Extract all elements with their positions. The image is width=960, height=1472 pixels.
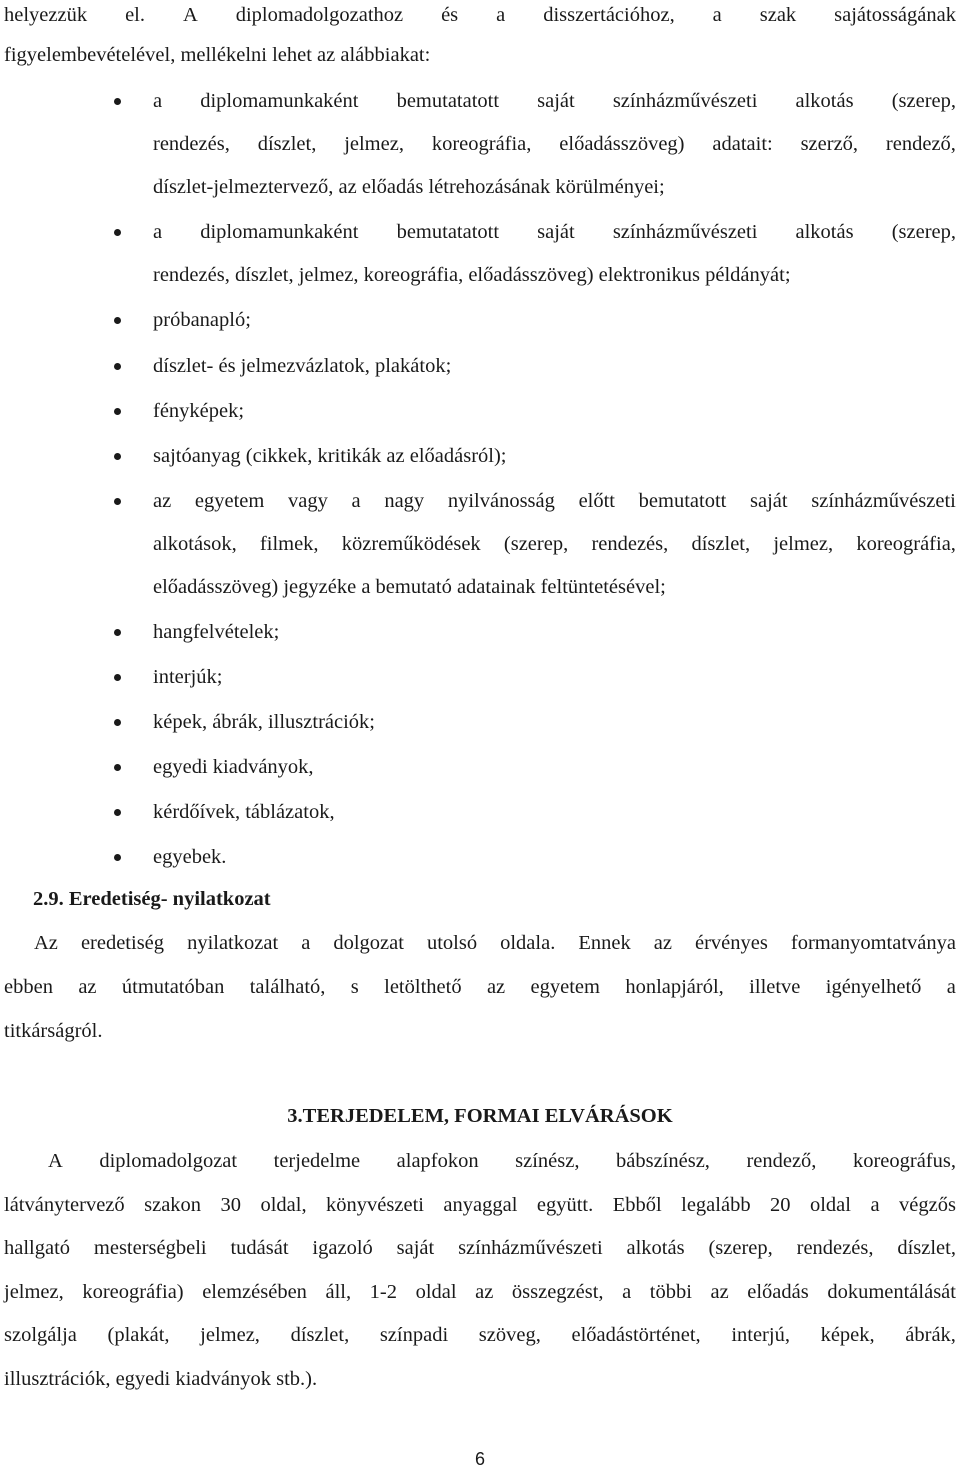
word: ebben [4, 976, 53, 998]
word: a [351, 490, 361, 512]
word: disszertációhoz, [543, 4, 675, 26]
word: koreográfia) [82, 1281, 184, 1303]
list-item-line [153, 129, 956, 159]
word: alapfokon [396, 1150, 479, 1172]
word: képek, [820, 1324, 875, 1346]
bullet-icon [114, 317, 121, 324]
word: oldal, [260, 1194, 307, 1216]
word: adatait: [712, 133, 773, 155]
bullet-icon [114, 854, 121, 861]
word: útmutatóban [121, 976, 225, 998]
word: színész, [515, 1150, 580, 1172]
chapter-heading: 3.TERJEDELEM, FORMAI ELVÁRÁSOK [287, 1105, 673, 1127]
word: formanyomtatványa [790, 932, 956, 954]
word: (szerep, [708, 1237, 773, 1259]
word: illetve [749, 976, 801, 998]
word: nagy [384, 490, 425, 512]
bullet-icon [114, 764, 121, 771]
bullet-icon [114, 629, 121, 636]
word: rendezés, [153, 133, 230, 155]
word: Ennek [578, 932, 631, 954]
list-item-line [153, 217, 956, 247]
word: el. [125, 4, 145, 26]
word: és [441, 4, 459, 26]
word: szerző, [800, 133, 859, 155]
list-item-line: rendezés, díszlet, jelmez, koreográfia, előadásszöveg) elektronikus példányát; [153, 264, 791, 286]
intro-line-1 [4, 0, 956, 30]
word: bábszínész, [616, 1150, 710, 1172]
word: diplomamunkaként [200, 221, 359, 243]
word: rendező, [746, 1150, 817, 1172]
word: sajátosságának [834, 4, 956, 26]
word: legalább [681, 1194, 751, 1216]
bullet-icon [114, 809, 121, 816]
word: igényelhető [825, 976, 922, 998]
word: Az [34, 932, 58, 954]
list-item-line: egyedi kiadványok, [153, 756, 314, 778]
word: előadástörténet, [571, 1324, 701, 1346]
word: díszlet, [691, 533, 751, 555]
word: (szerep, [891, 90, 956, 112]
word: (szerep, [503, 533, 569, 555]
bullet-icon [114, 363, 121, 370]
list-item-line: sajtóanyag (cikkek, kritikák az előadásról); [153, 445, 507, 467]
word: honlapjáról, [625, 976, 724, 998]
word: nyilatkozat [187, 932, 279, 954]
list-item-line: hangfelvételek; [153, 621, 280, 643]
word: az [653, 932, 672, 954]
word: végzős [899, 1194, 956, 1216]
word: saját [537, 90, 575, 112]
word: díszlet, [290, 1324, 350, 1346]
word: rendezés, [796, 1237, 874, 1259]
list-item-line: előadásszöveg) jegyzéke a bemutató adatainak feltüntetésével; [153, 576, 666, 598]
word: az [78, 976, 97, 998]
word: utolsó [426, 932, 478, 954]
word: dolgozat [333, 932, 404, 954]
word: közreműködések [341, 533, 481, 555]
word: helyezzük [4, 4, 88, 26]
bullet-icon [114, 453, 121, 460]
word: bemutatott [638, 490, 727, 512]
word: a [496, 4, 506, 26]
word: szak [759, 4, 797, 26]
word: bemutatatott [396, 90, 500, 112]
word: eredetiség [80, 932, 165, 954]
word: hallgató [4, 1237, 71, 1259]
word: egyetem [530, 976, 600, 998]
word: A [48, 1150, 63, 1172]
word: szakon [144, 1194, 202, 1216]
word: jelmez, [344, 133, 404, 155]
word: a [301, 932, 311, 954]
word: elemzésében [202, 1281, 307, 1303]
word: saját [750, 490, 788, 512]
list-item-line: fényképek; [153, 400, 245, 422]
word: diplomadolgozathoz [235, 4, 404, 26]
word: mesterségbeli [93, 1237, 207, 1259]
paragraph-line [4, 1277, 956, 1307]
word: színházművészeti [811, 490, 956, 512]
word: található, [249, 976, 326, 998]
word: (szerep, [891, 221, 956, 243]
page-number: 6 [474, 1449, 485, 1469]
word: jelmez, [4, 1281, 64, 1303]
word: koreográfus, [852, 1150, 956, 1172]
word: díszlet, [257, 133, 317, 155]
word: oldal [809, 1194, 851, 1216]
word: koreográfia, [856, 533, 956, 555]
word: oldala. [500, 932, 556, 954]
word: filmek, [259, 533, 319, 555]
word: alkotás [795, 221, 854, 243]
bullet-icon [114, 674, 121, 681]
word: bemutatatott [396, 221, 500, 243]
paragraph-line [34, 928, 956, 958]
paragraph-line: illusztrációk, egyedi kiadványok stb.). [4, 1368, 318, 1390]
word: együtt. [536, 1194, 594, 1216]
word: diplomamunkaként [200, 90, 359, 112]
word: tudását [230, 1237, 289, 1259]
word: színházművészeti [612, 221, 758, 243]
word: koreográfia, [431, 133, 532, 155]
word: színházművészeti [612, 90, 758, 112]
word: saját [537, 221, 575, 243]
word: diplomadolgozat [99, 1150, 238, 1172]
word: színpadi [379, 1324, 449, 1346]
word: jelmez, [773, 533, 834, 555]
word: dokumentálását [827, 1281, 956, 1303]
word: terjedelme [273, 1150, 361, 1172]
list-item-line: díszlet- és jelmezvázlatok, plakátok; [153, 355, 452, 377]
paragraph-line [4, 972, 956, 1002]
word: Ebből [612, 1194, 662, 1216]
word: alkotás [795, 90, 854, 112]
bullet-icon [114, 98, 121, 105]
paragraph-line [4, 1233, 956, 1263]
word: 1-2 [369, 1281, 397, 1303]
word: könyvészeti [326, 1194, 424, 1216]
list-item-line: interjúk; [153, 666, 223, 688]
word: szöveg, [478, 1324, 541, 1346]
paragraph-line [4, 1190, 956, 1220]
word: saját [396, 1237, 435, 1259]
word: interjú, [731, 1324, 790, 1346]
bullet-icon [114, 408, 121, 415]
list-item-line [153, 486, 956, 516]
word: előadás [747, 1281, 809, 1303]
bullet-icon [114, 719, 121, 726]
bullet-icon [114, 498, 121, 505]
word: az [710, 1281, 729, 1303]
section-heading: 2.9. Eredetiség- nyilatkozat [33, 888, 271, 910]
paragraph-line: titkárságról. [4, 1020, 103, 1042]
word: díszlet, [897, 1237, 956, 1259]
list-item-line [153, 86, 956, 116]
word: alkotás [626, 1237, 685, 1259]
word: érvényes [695, 932, 768, 954]
word: áll, [325, 1281, 352, 1303]
word: színházművészeti [458, 1237, 603, 1259]
list-item-line [153, 529, 956, 559]
word: egyetem [194, 490, 265, 512]
word: előtt [578, 490, 615, 512]
word: 30 [220, 1194, 242, 1216]
word: az [475, 1281, 494, 1303]
intro-line-2: figyelembevételével, mellékelni lehet az alábbiakat: [4, 44, 431, 66]
word: a [153, 90, 163, 112]
word: szolgálja [4, 1324, 77, 1346]
word: letölthető [384, 976, 462, 998]
list-item-line: egyebek. [153, 846, 227, 868]
word: jelmez, [200, 1324, 260, 1346]
word: s [350, 976, 359, 998]
list-item-line: kérdőívek, táblázatok, [153, 801, 335, 823]
word: a [712, 4, 722, 26]
word: a [870, 1194, 880, 1216]
word: rendezés, [591, 533, 669, 555]
word: 20 [770, 1194, 791, 1216]
word: alkotások, [153, 533, 237, 555]
paragraph-line [4, 1320, 956, 1350]
list-item-line: próbanapló; [153, 309, 251, 331]
word: nyilvánosság [447, 490, 555, 512]
word: összegzést, [511, 1281, 604, 1303]
word: többi [649, 1281, 692, 1303]
word: a [153, 221, 163, 243]
word: A [182, 4, 198, 26]
bullet-icon [114, 229, 121, 236]
word: (plakát, [107, 1324, 170, 1346]
word: ábrák, [905, 1324, 956, 1346]
word: oldal [415, 1281, 457, 1303]
word: igazoló [312, 1237, 373, 1259]
paragraph-line [48, 1146, 956, 1176]
list-item-line: képek, ábrák, illusztrációk; [153, 711, 375, 733]
word: a [946, 976, 956, 998]
word: az [486, 976, 506, 998]
word: az [153, 490, 172, 512]
word: a [622, 1281, 632, 1303]
word: előadásszöveg) [559, 133, 685, 155]
word: látványtervező [4, 1194, 125, 1216]
word: vagy [288, 490, 328, 512]
word: anyaggal [443, 1194, 518, 1216]
word: rendező, [885, 133, 956, 155]
list-item-line: díszlet-jelmeztervező, az előadás létrehozásának körülményei; [153, 176, 665, 198]
